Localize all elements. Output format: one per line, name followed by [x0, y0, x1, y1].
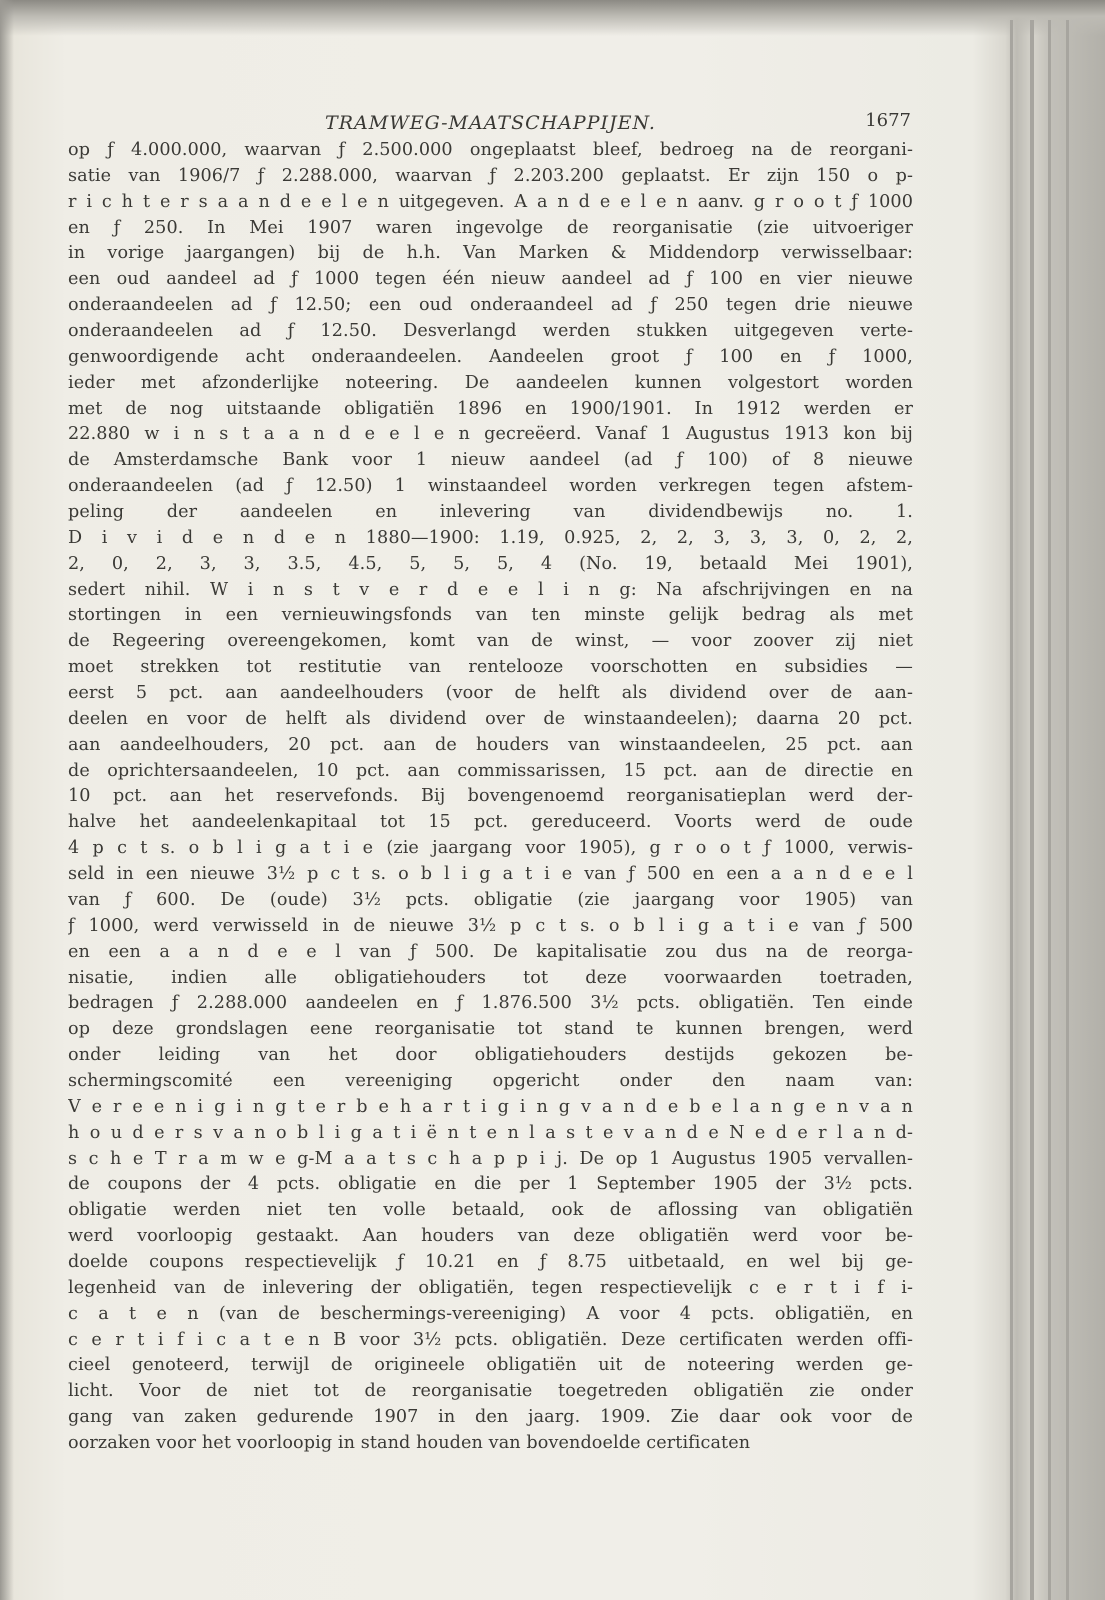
page-edge	[1066, 20, 1069, 1600]
left-edge-shadow	[0, 0, 14, 1600]
page-content	[68, 104, 913, 1457]
text-line: D i v i d e n d e n 1880—1900: 1.19, 0.925, 2, 2, 3, 3, 3, 0, 2, 2,	[68, 527, 913, 548]
running-header	[68, 104, 913, 138]
text-line: op deze grondslagen eene reorganisatie tot stand te kunnen brengen, werd	[68, 1019, 913, 1040]
text-line: c a t e n (van de beschermings-vereeniging) A voor 4 pcts. obligatiën, en	[68, 1303, 913, 1324]
text-line: legenheid van de inlevering der obligatiën, tegen respectievelijk c e r t i f i-	[68, 1277, 913, 1298]
page-edge	[1030, 20, 1034, 1600]
text-line: oorzaken voor het voorloopig in stand houden van bovendoelde certificaten	[68, 1432, 751, 1453]
text-line: sedert nihil. W i n s t v e r d e e l i n g: Na afschrijvingen en na	[68, 579, 913, 600]
text-line: onderaandeelen ad ƒ 12.50; een oud onderaandeel ad ƒ 250 tegen drie nieuwe	[68, 295, 913, 316]
running-title: TRAMWEG-MAATSCHAPPIJEN.	[325, 112, 656, 134]
text-line: nisatie, indien alle obligatiehouders tot deze voorwaarden toetraden,	[68, 967, 913, 988]
text-line: cieel genoteerd, terwijl de origineele obligatiën uit de noteering werden ge-	[68, 1355, 913, 1376]
text-line: doelde coupons respectievelijk ƒ 10.21 en ƒ 8.75 uitbetaald, en wel bij ge-	[68, 1251, 913, 1272]
page-edge	[1048, 20, 1051, 1600]
text-line: obligatie werden niet ten volle betaald, ook de aflossing van obligatiën	[68, 1200, 913, 1221]
text-line: stortingen in een vernieuwingsfonds van ten minste gelijk bedrag als met	[68, 605, 913, 626]
text-line: en ƒ 250. In Mei 1907 waren ingevolge de reorganisatie (zie uitvoeriger	[68, 217, 913, 238]
top-edge-shadow	[0, 0, 1105, 36]
text-line: in vorige jaargangen) bij de h.h. Van Marken & Middendorp verwisselbaar:	[68, 243, 913, 264]
text-line: werd voorloopig gestaakt. Aan houders van deze obligatiën werd voor be-	[68, 1226, 913, 1247]
text-line: de coupons der 4 pcts. obligatie en die per 1 September 1905 der 3½ pcts.	[68, 1174, 913, 1195]
text-line: peling der aandeelen en inlevering van dividendbewijs no. 1.	[68, 502, 913, 523]
text-line: licht. Voor de niet tot de reorganisatie toegetreden obligatiën zie onder	[68, 1381, 913, 1402]
text-line: V e r e e n i g i n g t e r b e h a r t i g i n g v a n d e b e l a n g e n v a n	[68, 1096, 913, 1117]
page-edge	[1010, 20, 1013, 1600]
text-line: onderaandeelen (ad ƒ 12.50) 1 winstaandeel worden verkregen tegen afstem-	[68, 476, 913, 497]
text-line: onder leiding van het door obligatiehouders destijds gekozen be-	[68, 1045, 913, 1066]
text-line: 22.880 w i n s t a a n d e e l e n gecreëerd. Vanaf 1 Augustus 1913 kon bij	[68, 424, 913, 445]
text-line: bedragen ƒ 2.288.000 aandeelen en ƒ 1.876.500 3½ pcts. obligatiën. Ten einde	[68, 993, 913, 1014]
text-line: van ƒ 600. De (oude) 3½ pcts. obligatie (zie jaargang voor 1905) van	[68, 889, 913, 910]
text-line: en een a a n d e e l van ƒ 500. De kapitalisatie zou dus na de reorga-	[68, 941, 913, 962]
text-line: genwoordigende acht onderaandeelen. Aandeelen groot ƒ 100 en ƒ 1000,	[68, 346, 913, 367]
text-line: met de nog uitstaande obligatiën 1896 en 1900/1901. In 1912 werden er	[68, 398, 913, 419]
text-line: de oprichtersaandeelen, 10 pct. aan commissarissen, 15 pct. aan de directie en	[68, 760, 913, 781]
text-line: deelen en voor de helft als dividend over de winstaandeelen); daarna 20 pct.	[68, 708, 913, 729]
text-line: 4 p c t s. o b l i g a t i e (zie jaargang voor 1905), g r o o t ƒ 1000, verwis-	[68, 838, 913, 859]
text-line: satie van 1906/7 ƒ 2.288.000, waarvan ƒ 2.203.200 geplaatst. Er zijn 150 o p-	[68, 165, 913, 186]
text-line: aan aandeelhouders, 20 pct. aan de houders van winstaandeelen, 25 pct. aan	[68, 734, 913, 755]
text-line: op ƒ 4.000.000, waarvan ƒ 2.500.000 ongeplaatst bleef, bedroeg na de reorgani-	[68, 140, 913, 160]
text-line: onderaandeelen ad ƒ 12.50. Desverlangd werden stukken uitgegeven verte-	[68, 321, 913, 342]
text-line: 2, 0, 2, 3, 3, 3.5, 4.5, 5, 5, 5, 4 (No. 19, betaald Mei 1901),	[68, 553, 913, 574]
text-line: schermingscomité een vereeniging opgericht onder den naam van:	[68, 1070, 913, 1091]
text-line: r i c h t e r s a a n d e e l e n uitgegeven. A a n d e e l e n aanv. g r o o t ƒ 1000	[68, 191, 913, 212]
text-line: h o u d e r s v a n o b l i g a t i ë n t e n l a s t e v a n d e N e d e r l a n d-	[68, 1122, 913, 1143]
text-line: de Amsterdamsche Bank voor 1 nieuw aandeel (ad ƒ 100) of 8 nieuwe	[68, 450, 913, 471]
text-line: een oud aandeel ad ƒ 1000 tegen één nieuw aandeel ad ƒ 100 en vier nieuwe	[68, 269, 913, 290]
text-line: seld in een nieuwe 3½ p c t s. o b l i g a t i e van ƒ 500 en een a a n d e e l	[68, 864, 913, 885]
text-line: halve het aandeelenkapitaal tot 15 pct. gereduceerd. Voorts werd de oude	[68, 812, 913, 833]
text-line: eerst 5 pct. aan aandeelhouders (voor de helft als dividend over de aan-	[68, 683, 913, 704]
text-line: c e r t i f i c a t e n B voor 3½ pcts. obligatiën. Deze certificaten werden offi-	[68, 1329, 913, 1350]
page-number: 1677	[865, 110, 911, 131]
text-line: ƒ 1000, werd verwisseld in de nieuwe 3½ p c t s. o b l i g a t i e van ƒ 500	[68, 915, 913, 936]
text-line: ieder met afzonderlijke noteering. De aandeelen kunnen volgestort worden	[68, 372, 913, 393]
text-line: de Regeering overeengekomen, komt van de winst, — voor zoover zij niet	[68, 631, 913, 652]
text-line: moet strekken tot restitutie van rentelooze voorschotten en subsidies —	[68, 657, 913, 678]
body-text	[68, 138, 913, 1457]
text-line: s c h e T r a m w e g-M a a t s c h a p p i j. De op 1 Augustus 1905 vervallen-	[68, 1148, 913, 1169]
text-line: gang van zaken gedurende 1907 in den jaarg. 1909. Zie daar ook voor de	[68, 1407, 913, 1428]
text-line: 10 pct. aan het reservefonds. Bij bovengenoemd reorganisatieplan werd der-	[68, 786, 913, 807]
